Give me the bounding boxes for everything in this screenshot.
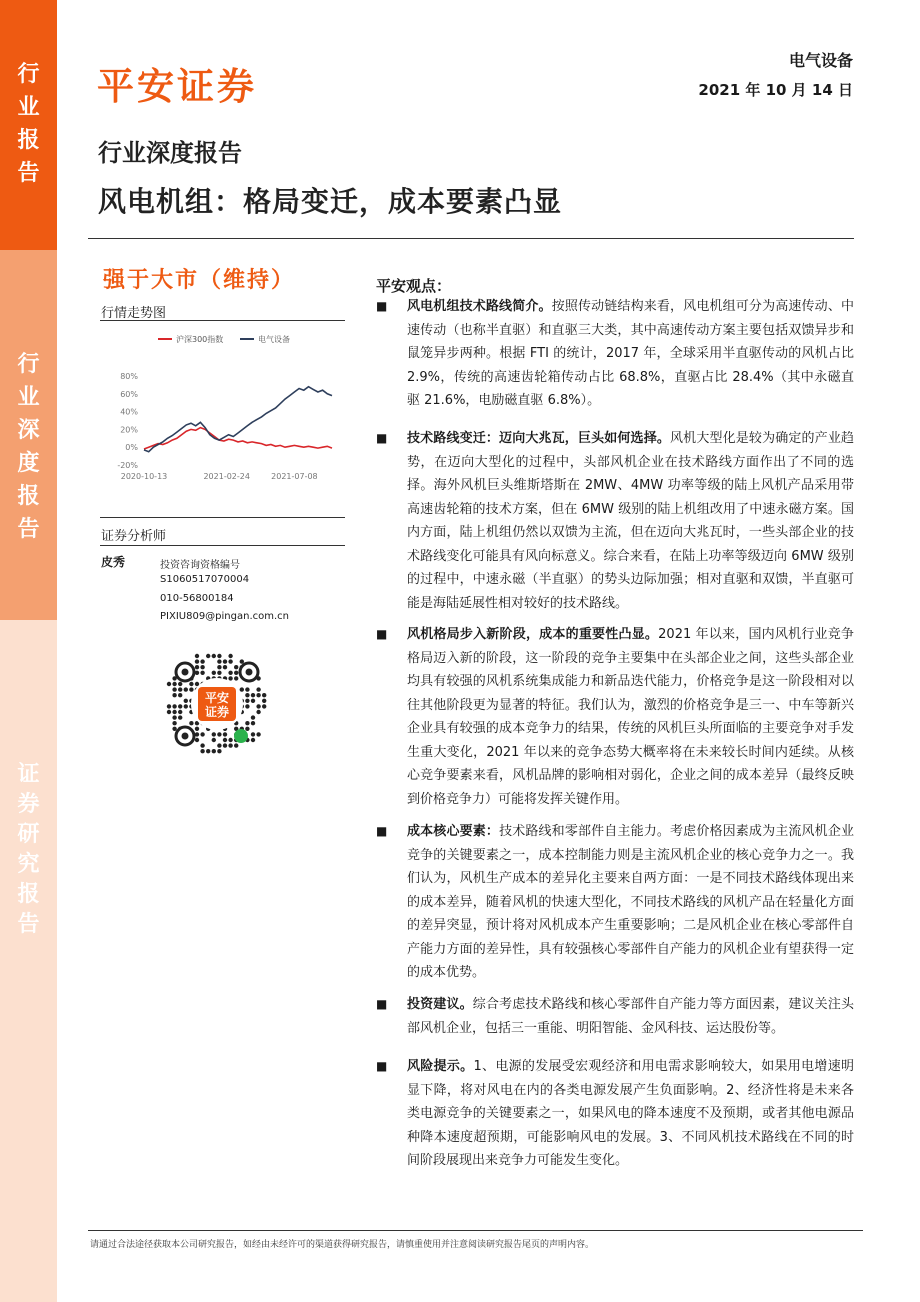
industry-label: 电气设备 bbox=[788, 51, 853, 70]
qr-logo-text-2: 证券 bbox=[204, 705, 230, 719]
series-line bbox=[144, 428, 332, 449]
bullet-paragraph bbox=[376, 1055, 854, 1173]
analyst-heading: 证券分析师 bbox=[101, 529, 167, 544]
qr-dot bbox=[212, 749, 216, 753]
qr-dot bbox=[217, 654, 221, 658]
qr-dot bbox=[195, 659, 199, 663]
header-divider bbox=[88, 238, 854, 239]
qr-dot bbox=[195, 654, 199, 658]
view-heading: 平安观点： bbox=[376, 277, 452, 295]
bullet-text: 2021 年以来，国内风机行业竞争格局迈入新的阶段，这一阶段的竞争主要集中在头部企业之间，这些头部企业均具有较强的风机系统集成能力和新品迭代能力，价格竞争是这一阶段相对以往其他阶段更为显著的特征。我们认为，激烈的价格竞争是三一、中车等新兴企业具有较强的成本竞争力的结果，传统的风机巨头所面临的主要竞争对手发生重大变化，2021 年以来的竞争态势大概率将在未来较长时间内延续。从核心竞争要素来看，风机品牌的影响相对弱化，企业之间的成本差异（最终反映到价格竞争力）可能将发挥关键作用。 bbox=[407, 627, 854, 807]
qr-dot bbox=[172, 727, 176, 731]
qr-dot bbox=[178, 687, 182, 691]
bullet-lead: 技术路线变迁：迈向大兆瓦，巨头如何选择。 bbox=[407, 431, 671, 446]
qr-dot bbox=[212, 654, 216, 658]
qr-dot bbox=[228, 654, 232, 658]
bullet-paragraph bbox=[376, 993, 854, 1040]
bullet-lead: 成本核心要素： bbox=[407, 824, 500, 839]
qr-dot bbox=[206, 749, 210, 753]
qr-dot bbox=[217, 743, 221, 747]
square-bullet-icon: ■ bbox=[376, 997, 388, 1011]
qr-dot bbox=[262, 704, 266, 708]
qr-dot bbox=[184, 699, 188, 703]
bullet-paragraph bbox=[376, 820, 854, 985]
miniprogram-icon bbox=[234, 729, 248, 743]
qr-dot bbox=[172, 693, 176, 697]
document-type: 行业深度报告 bbox=[98, 139, 242, 167]
bullet-text: 风机大型化是较为确定的产业趋势，在迈向大型化的过程中，头部风机企业在技术路线方面作出了不同的选择。海外风机巨头维斯塔斯在 2MW、4MW 功率等级的陆上风机产品采用带高速齿轮箱的技术方案，但在 6MW 级别的陆上机组改用了中速永磁方案。国内方面，陆上机组仍然以双馈为主流，但在迈向大兆瓦时，一些头部企业的技术路线变化可能具有风向标意义。综合来看，在陆上功率等级迈向 6MW 级别的过程中，中速永磁（半直驱）的势头边际加强；相对直驱和双馈，半直驱可能是海陆延展性相对较好的技术路线。 bbox=[407, 431, 854, 611]
bullet-paragraph bbox=[376, 623, 854, 811]
qr-dot bbox=[251, 693, 255, 697]
qr-dot bbox=[189, 721, 193, 725]
x-tick-label: 2021-07-08 bbox=[271, 472, 318, 481]
wechat-qr-code[interactable] bbox=[163, 650, 271, 758]
qr-dot bbox=[245, 704, 249, 708]
qr-dot bbox=[251, 738, 255, 742]
qr-dot bbox=[228, 738, 232, 742]
bullet-lead: 风险提示。 bbox=[407, 1059, 474, 1074]
legend-label: 沪深300指数 bbox=[176, 335, 224, 344]
qr-dot bbox=[240, 687, 244, 691]
qr-dot bbox=[195, 665, 199, 669]
qr-dot bbox=[234, 743, 238, 747]
company-logo: 平安证券 bbox=[97, 65, 257, 108]
qr-dot bbox=[200, 659, 204, 663]
qr-dot bbox=[228, 671, 232, 675]
bullet-lead: 风机格局步入新阶段，成本的重要性凸显。 bbox=[407, 627, 659, 642]
qr-dot bbox=[256, 693, 260, 697]
y-tick-label: 0% bbox=[125, 443, 138, 453]
qr-dot bbox=[223, 738, 227, 742]
analyst-phone: 010-56800184 bbox=[160, 593, 234, 604]
bullet-text: 技术路线和零部件自主能力。考虑价格因素成为主流风机企业竞争的关键要素之一，成本控制能力则是主流风机企业的核心竞争力之一。我们认为，风机生产成本的差异化主要来自两方面：一是不同技术路线体现出来的成本差异，随着风机的快速大型化，不同技术路线的风机产品在轻量化方面的差异突显，预计将对风机成本产生重要影响；二是风机企业在核心零部件自产能力方面的差异性，具有较强核心零部件自产能力的风机企业有望获得一定的成本优势。 bbox=[407, 824, 854, 980]
qr-dot bbox=[189, 682, 193, 686]
qr-logo-text-1: 平安 bbox=[204, 691, 230, 705]
qr-dot bbox=[172, 710, 176, 714]
qr-dot bbox=[212, 732, 216, 736]
analyst-email[interactable]: PIXIU809@pingan.com.cn bbox=[160, 611, 290, 622]
y-tick-label: 80% bbox=[120, 372, 138, 381]
qr-dot bbox=[217, 732, 221, 736]
y-tick-label: 40% bbox=[120, 407, 138, 417]
legend-label: 电气设备 bbox=[258, 335, 290, 344]
sidebar-section-depth-report bbox=[0, 250, 57, 620]
qr-dot bbox=[200, 749, 204, 753]
qr-dot bbox=[167, 704, 171, 708]
bullet-paragraph bbox=[376, 295, 854, 413]
qr-dot bbox=[251, 699, 255, 703]
sidebar-section-industry-report bbox=[0, 0, 57, 250]
qr-dot bbox=[228, 676, 232, 680]
footer-disclaimer: 请通过合法途径获取本公司研究报告，如经由未经许可的渠道获得研究报告，请慎重使用并注意阅读研究报告尾页的声明内容。 bbox=[90, 1240, 595, 1250]
qr-dot bbox=[217, 659, 221, 663]
qr-dot bbox=[206, 654, 210, 658]
qr-dot bbox=[251, 732, 255, 736]
sidebar-section-research-report bbox=[0, 620, 57, 1302]
qr-dot bbox=[178, 715, 182, 719]
bullet-paragraph bbox=[376, 427, 854, 615]
qr-dot bbox=[184, 704, 188, 708]
qr-dot bbox=[223, 743, 227, 747]
qr-dot bbox=[256, 687, 260, 691]
bullet-lead: 投资建议。 bbox=[407, 997, 473, 1012]
qr-dot bbox=[195, 727, 199, 731]
price-trend-chart bbox=[100, 326, 345, 486]
qr-dot bbox=[228, 659, 232, 663]
qr-dot bbox=[256, 732, 260, 736]
qr-dot bbox=[217, 665, 221, 669]
qr-finder-center bbox=[182, 669, 189, 676]
qr-dot bbox=[256, 704, 260, 708]
bullet-lead: 风电机组技术路线简介。 bbox=[407, 299, 552, 314]
sidebar-label: 行业深度报告 bbox=[17, 352, 40, 542]
qr-dot bbox=[167, 710, 171, 714]
analyst-cert-number: S1060517070004 bbox=[160, 574, 250, 585]
chart-bottom-divider bbox=[100, 517, 345, 518]
analyst-divider bbox=[100, 545, 345, 546]
qr-finder-center bbox=[182, 733, 189, 740]
bullet-text: 按照传动链结构来看，风电机组可分为高速传动、中速传动（也称半直驱）和直驱三大类，其中高速传动方案主要包括双馈异步和鼠笼异步两种。根据 FTI 的统计，2017 年，全球采用半直驱传动的风机占比 2.9%，传统的高速齿轮箱传动占比 68.8%，直驱占比 28.4%（其中永磁直驱 21.6%，电励磁直驱 6.8%）。 bbox=[407, 299, 854, 408]
qr-dot bbox=[262, 699, 266, 703]
qr-dot bbox=[178, 704, 182, 708]
qr-dot bbox=[223, 659, 227, 663]
chart-top-divider bbox=[100, 320, 345, 321]
qr-dot bbox=[184, 687, 188, 691]
qr-dot bbox=[217, 671, 221, 675]
document-title: 风电机组：格局变迁，成本要素凸显 bbox=[98, 185, 563, 218]
qr-dot bbox=[223, 732, 227, 736]
bullet-text: 综合考虑技术路线和核心零部件自产能力等方面因素，建议关注头部风机企业，包括三一重能、明阳智能、金风科技、运达股份等。 bbox=[407, 997, 854, 1036]
qr-dot bbox=[172, 715, 176, 719]
qr-dot bbox=[245, 699, 249, 703]
investment-rating: 强于大市（维持） bbox=[103, 268, 296, 293]
qr-dot bbox=[245, 727, 249, 731]
square-bullet-icon: ■ bbox=[376, 299, 388, 313]
qr-dot bbox=[195, 682, 199, 686]
qr-dot bbox=[245, 721, 249, 725]
qr-dot bbox=[240, 659, 244, 663]
analyst-name: 皮秀 bbox=[101, 555, 126, 569]
qr-dot bbox=[256, 710, 260, 714]
qr-dot bbox=[234, 676, 238, 680]
qr-dot bbox=[245, 693, 249, 697]
qr-dot bbox=[212, 671, 216, 675]
qr-dot bbox=[167, 682, 171, 686]
qr-dot bbox=[251, 721, 255, 725]
qr-dot bbox=[200, 671, 204, 675]
qr-dot bbox=[262, 693, 266, 697]
x-tick-label: 2021-02-24 bbox=[203, 472, 250, 481]
qr-dot bbox=[245, 687, 249, 691]
qr-dot bbox=[251, 715, 255, 719]
qr-dot bbox=[200, 665, 204, 669]
qr-dot bbox=[178, 682, 182, 686]
qr-dot bbox=[217, 749, 221, 753]
qr-dot bbox=[223, 665, 227, 669]
qr-finder-center bbox=[246, 669, 253, 676]
qr-dot bbox=[172, 682, 176, 686]
square-bullet-icon: ■ bbox=[376, 431, 388, 445]
qr-dot bbox=[200, 743, 204, 747]
qr-dot bbox=[228, 743, 232, 747]
qr-dot bbox=[195, 738, 199, 742]
y-tick-label: 20% bbox=[120, 425, 138, 435]
x-tick-label: 2020-10-13 bbox=[120, 472, 168, 481]
y-tick-label: -20% bbox=[117, 461, 138, 470]
square-bullet-icon: ■ bbox=[376, 627, 388, 641]
sidebar-label: 行业报告 bbox=[17, 62, 40, 186]
qr-dot bbox=[172, 721, 176, 725]
analyst-cert-label: 投资咨询资格编号 bbox=[160, 560, 240, 571]
square-bullet-icon: ■ bbox=[376, 1059, 388, 1073]
footer-divider bbox=[88, 1230, 863, 1231]
qr-dot bbox=[234, 671, 238, 675]
qr-dot bbox=[172, 687, 176, 691]
qr-dot bbox=[212, 738, 216, 742]
qr-dot bbox=[189, 687, 193, 691]
report-date: 2021 年 10 月 14 日 bbox=[698, 81, 853, 99]
square-bullet-icon: ■ bbox=[376, 824, 388, 838]
qr-dot bbox=[200, 732, 204, 736]
y-tick-label: 60% bbox=[120, 389, 138, 399]
qr-dot bbox=[234, 665, 238, 669]
qr-dot bbox=[178, 693, 182, 697]
bullet-text: 1、电源的发展受宏观经济和用电需求影响较大，如果用电增速明显下降，将对风电在内的各类电源发展产生负面影响。2、经济性将是未来各类电源竞争的关键要素之一，如果风电的降本速度不及预期，或者其他电源品种降本速度超预期，可能影响风电的发展。3、不同风机技术路线在不同的时间阶段展现出来竞争力可能发生变化。 bbox=[407, 1059, 854, 1168]
sidebar-label: 证券研究报告 bbox=[17, 762, 40, 937]
chart-heading: 行情走势图 bbox=[101, 306, 167, 321]
qr-dot bbox=[172, 704, 176, 708]
qr-dot bbox=[178, 710, 182, 714]
